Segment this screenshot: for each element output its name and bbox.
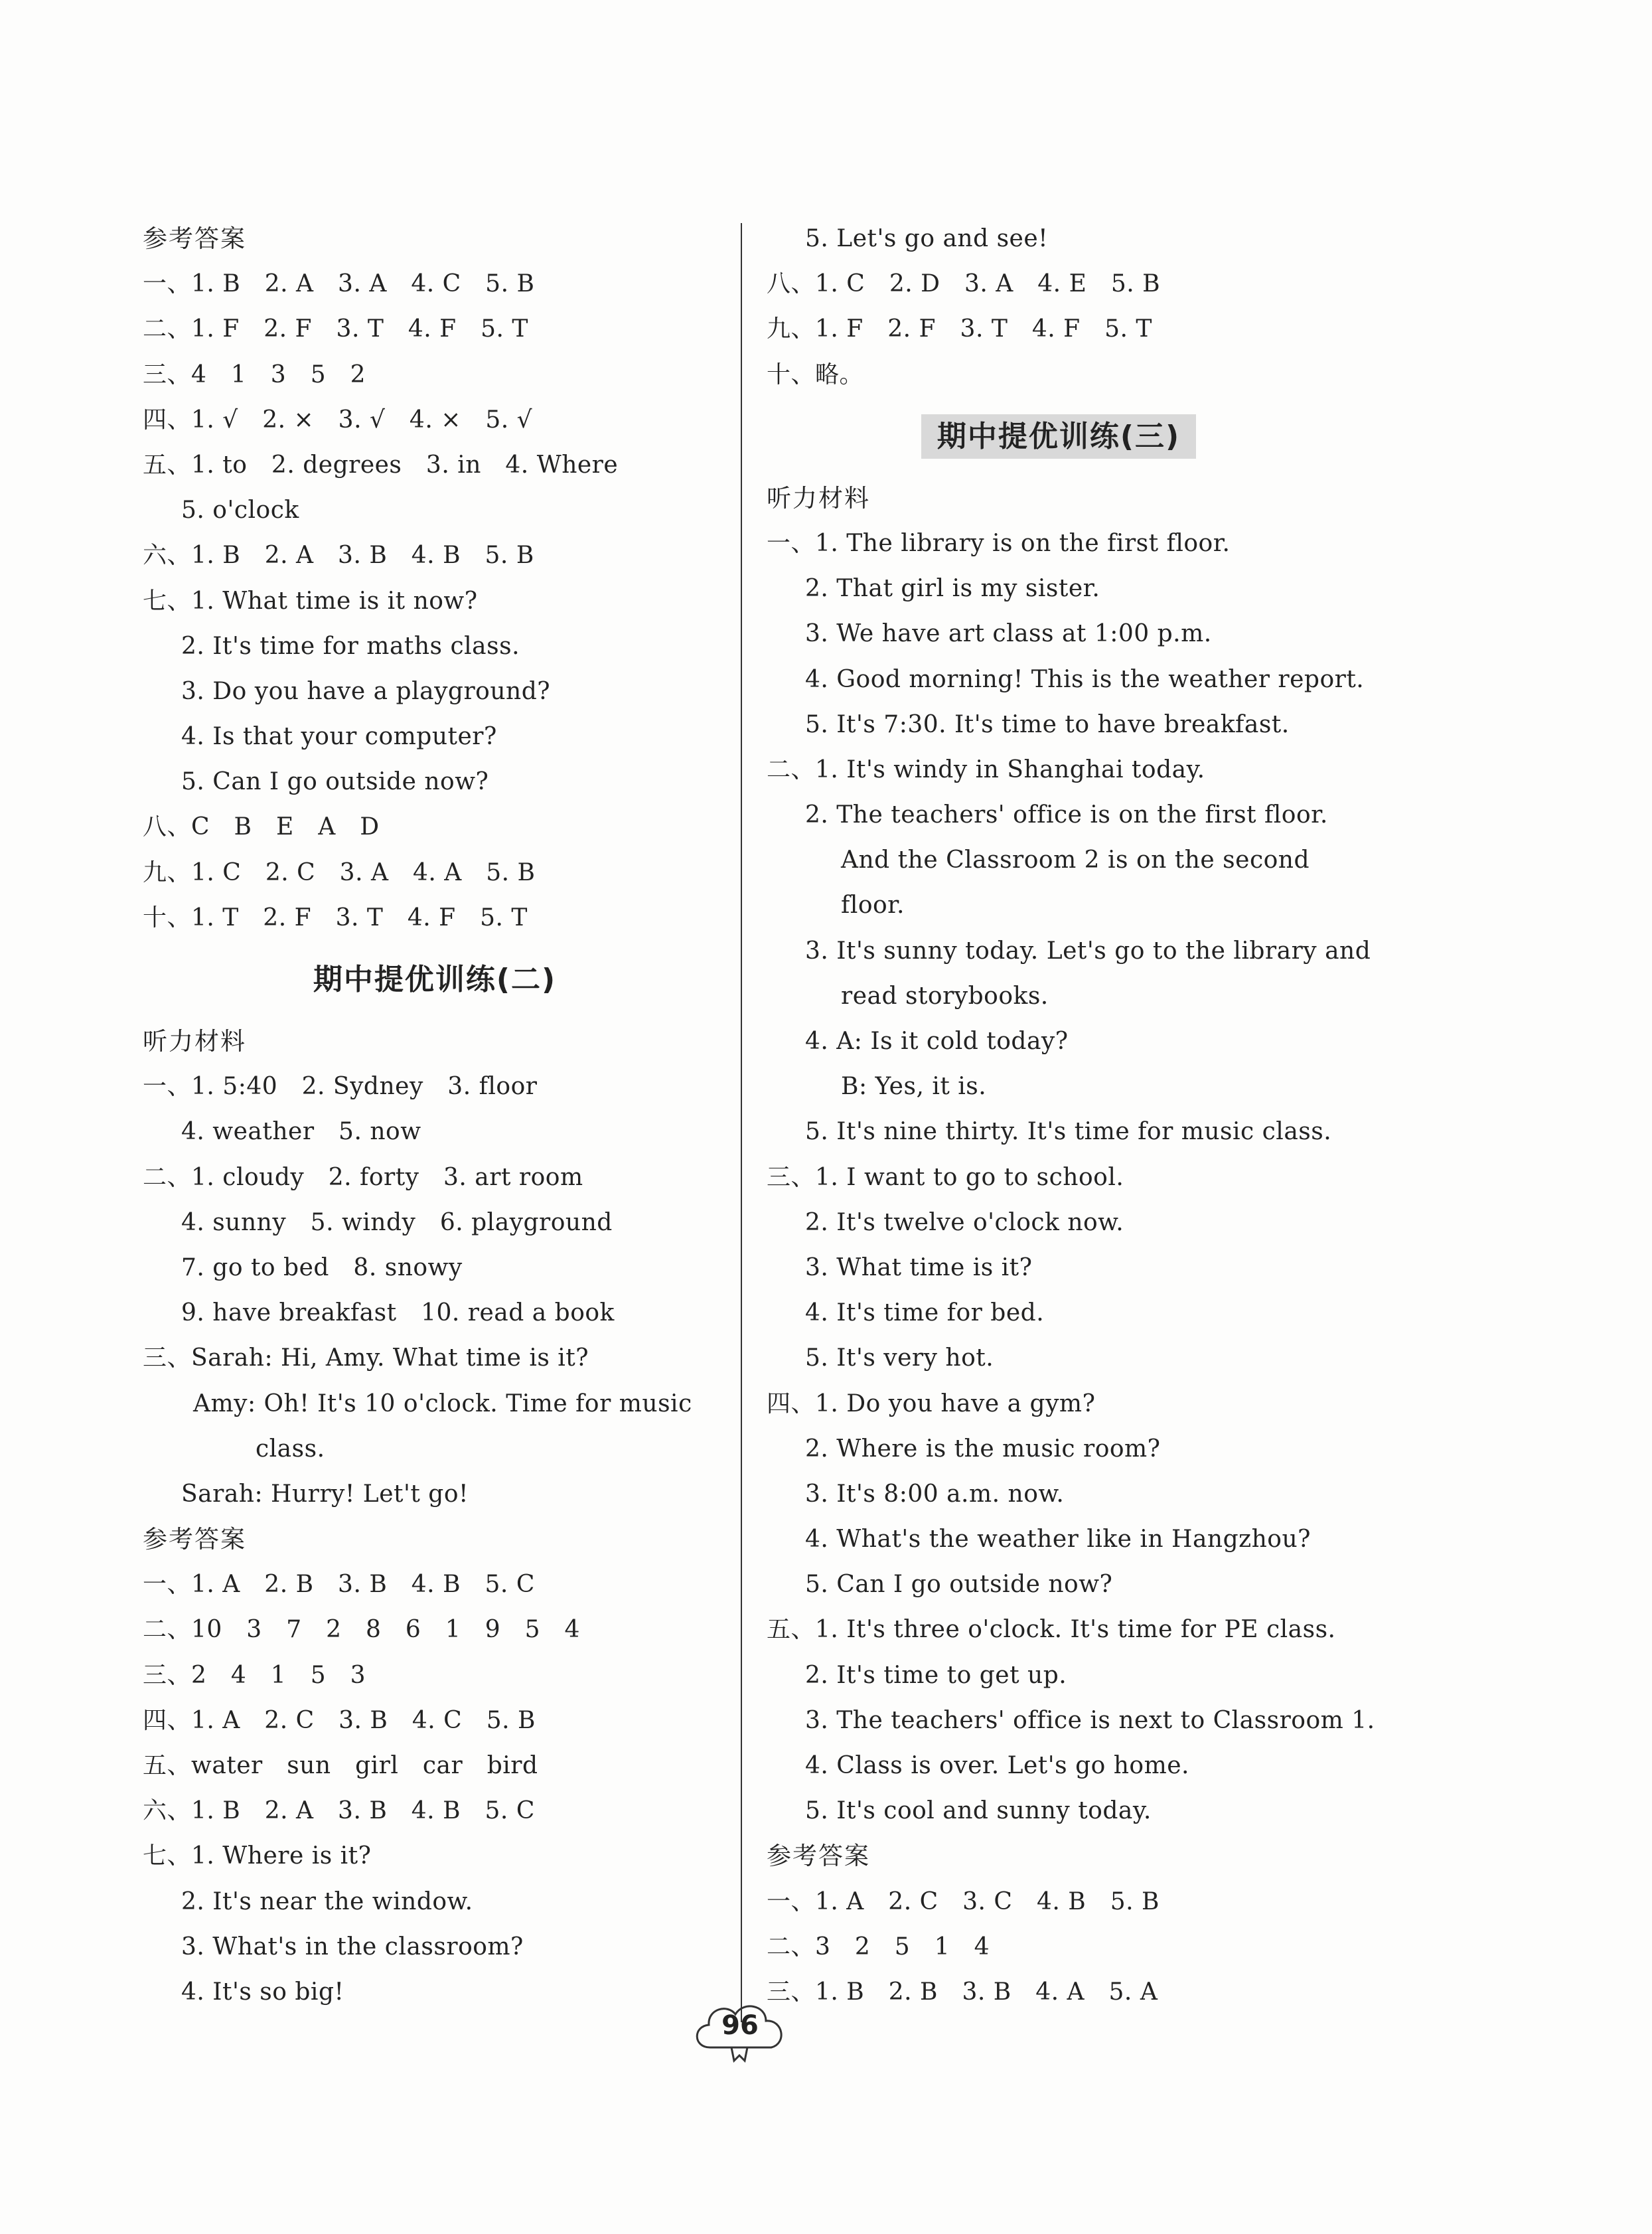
listening-line: And the Classroom 2 is on the second — [841, 846, 1310, 874]
listening-line: 3. The teachers' office is next to Classroom 1. — [805, 1706, 1375, 1734]
section-heading: 参考答案 — [143, 224, 246, 253]
answer-line: 5. o'clock — [181, 497, 299, 524]
listening-line: 二、1. cloudy 2. forty 3. art room — [143, 1163, 583, 1191]
listening-line: 二、1. It's windy in Shanghai today. — [767, 756, 1205, 783]
section-title — [143, 941, 727, 1019]
left-column — [143, 216, 727, 2015]
answer-line: 六、1. B 2. A 3. B 4. B 5. B — [143, 542, 534, 570]
answer-line: 三、2 4 1 5 3 — [143, 1661, 366, 1689]
section-heading: 参考答案 — [143, 1525, 246, 1554]
answer-line: 九、1. C 2. C 3. A 4. A 5. B — [143, 858, 536, 886]
listening-line: 3. It's 8:00 a.m. now. — [805, 1480, 1065, 1508]
listening-line: 四、1. Do you have a gym? — [767, 1390, 1096, 1417]
listening-line: B: Yes, it is. — [841, 1073, 987, 1101]
listening-line: 4. Good morning! This is the weather report. — [805, 665, 1365, 693]
listening-line: 三、1. I want to go to school. — [767, 1163, 1124, 1191]
listening-line: floor. — [841, 892, 905, 919]
listening-line: 2. It's time to get up. — [805, 1661, 1067, 1689]
listening-line: Sarah: Hurry! Let't go! — [181, 1480, 469, 1508]
section-title — [767, 398, 1351, 476]
listening-line: 2. Where is the music room? — [805, 1435, 1161, 1463]
answer-line: 十、1. T 2. F 3. T 4. F 5. T — [143, 904, 528, 931]
section-heading: 参考答案 — [767, 1842, 870, 1871]
listening-line: 3. We have art class at 1:00 p.m. — [805, 620, 1212, 648]
listening-line: 3. It's sunny today. Let's go to the library and — [805, 937, 1371, 965]
answer-line: 4. Is that your computer? — [181, 723, 497, 751]
listening-line: 2. It's twelve o'clock now. — [805, 1208, 1124, 1236]
listening-line: 2. The teachers' office is on the first floor. — [805, 801, 1328, 829]
listening-line: 五、1. It's three o'clock. It's time for PE class. — [767, 1616, 1336, 1644]
answer-line: 3. What's in the classroom? — [181, 1933, 524, 1960]
answer-line: 四、1. √ 2. × 3. √ 4. × 5. √ — [143, 406, 533, 434]
right-column — [767, 216, 1375, 2015]
answer-line: 五、water sun girl car bird — [143, 1752, 538, 1779]
answer-line: 一、1. B 2. A 3. A 4. C 5. B — [143, 270, 535, 298]
listening-line: 3. What time is it? — [805, 1253, 1033, 1281]
answer-line: 5. Let's go and see! — [805, 225, 1049, 252]
answer-line: 八、C B E A D — [143, 813, 380, 841]
answer-line: 八、1. C 2. D 3. A 4. E 5. B — [767, 270, 1161, 298]
listening-line: Amy: Oh! It's 10 o'clock. Time for music — [193, 1390, 692, 1417]
section-heading: 听力材料 — [767, 483, 870, 513]
answer-line: 一、1. A 2. C 3. C 4. B 5. B — [767, 1887, 1160, 1915]
answer-line: 五、1. to 2. degrees 3. in 4. Where — [143, 451, 619, 479]
listening-line: 5. It's very hot. — [805, 1344, 994, 1372]
answer-line: 七、1. Where is it? — [143, 1842, 372, 1870]
listening-line: 2. That girl is my sister. — [805, 575, 1100, 603]
answer-line: 2. It's near the window. — [181, 1887, 473, 1915]
listening-line: 4. Class is over. Let's go home. — [805, 1752, 1189, 1779]
listening-line: 一、1. 5:40 2. Sydney 3. floor — [143, 1073, 538, 1101]
listening-line: 4. sunny 5. windy 6. playground — [181, 1208, 613, 1236]
listening-line: class. — [256, 1435, 325, 1463]
listening-line: 5. It's cool and sunny today. — [805, 1797, 1152, 1825]
listening-line: 4. It's time for bed. — [805, 1299, 1045, 1327]
answer-line: 二、1. F 2. F 3. T 4. F 5. T — [143, 315, 528, 343]
listening-line: 4. A: Is it cold today? — [805, 1028, 1069, 1055]
section-title-text: 期中提优训练(三) — [921, 414, 1196, 459]
listening-line: read storybooks. — [841, 982, 1049, 1010]
listening-line: 5. Can I go outside now? — [805, 1571, 1113, 1599]
answer-line: 九、1. F 2. F 3. T 4. F 5. T — [767, 315, 1152, 343]
column-divider — [741, 223, 742, 2022]
listening-line: 4. weather 5. now — [181, 1118, 421, 1146]
answer-line: 四、1. A 2. C 3. B 4. C 5. B — [143, 1706, 536, 1734]
listening-line: 9. have breakfast 10. read a book — [181, 1299, 615, 1327]
answer-line: 二、3 2 5 1 4 — [767, 1933, 990, 1960]
listening-line: 5. It's nine thirty. It's time for music class. — [805, 1118, 1332, 1146]
listening-line: 三、Sarah: Hi, Amy. What time is it? — [143, 1344, 589, 1372]
answer-line: 三、1. B 2. B 3. B 4. A 5. A — [767, 1978, 1158, 2006]
listening-line: 7. go to bed 8. snowy — [181, 1253, 463, 1281]
section-heading: 听力材料 — [143, 1027, 246, 1056]
answer-line: 六、1. B 2. A 3. B 4. B 5. C — [143, 1797, 535, 1825]
page-number: 96 — [721, 2010, 759, 2041]
section-title-text: 期中提优训练(二) — [313, 963, 557, 997]
answer-line: 三、4 1 3 5 2 — [143, 360, 366, 388]
answer-line: 十、略。 — [767, 360, 864, 388]
listening-line: 5. It's 7:30. It's time to have breakfast. — [805, 710, 1290, 738]
answer-line: 二、10 3 7 2 8 6 1 9 5 4 — [143, 1616, 580, 1644]
listening-line: 4. What's the weather like in Hangzhou? — [805, 1526, 1311, 1554]
answer-line: 3. Do you have a playground? — [181, 677, 551, 705]
page-number-badge — [684, 1992, 796, 2071]
answer-line: 2. It's time for maths class. — [181, 632, 520, 660]
answer-line: 一、1. A 2. B 3. B 4. B 5. C — [143, 1571, 535, 1599]
answer-line: 4. It's so big! — [181, 1978, 344, 2006]
answer-line: 5. Can I go outside now? — [181, 768, 489, 796]
answer-line: 七、1. What time is it now? — [143, 587, 478, 615]
listening-line: 一、1. The library is on the first floor. — [767, 529, 1231, 557]
